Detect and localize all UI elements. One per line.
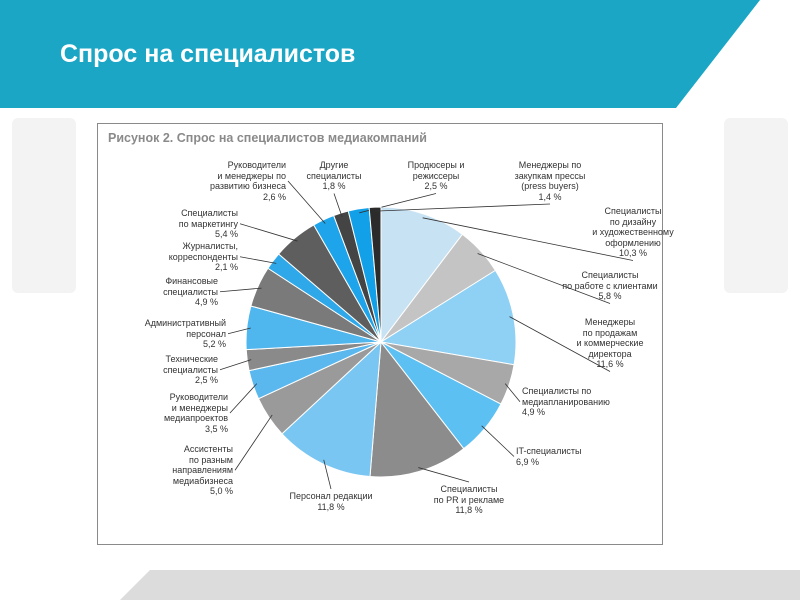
slice-label-text: и художественному [592,227,674,237]
slice-value-label: 3,5 % [204,423,228,434]
slice-label-text: персонал [186,328,226,339]
slice-label [409,484,529,516]
slice-label [266,491,396,512]
slice-value-label: 1,8 % [322,181,346,191]
slice-label-text: специалисты [306,170,362,181]
slice-label-text: медиапроектов [163,413,228,423]
slice-label [558,206,708,259]
slice-label-text: Руководители [227,160,286,170]
slice-label-text: по PR и рекламе [433,494,505,505]
slice-value-label: 2,5 % [424,181,448,191]
slice-label-text: корреспонденты [168,251,238,262]
slice-label-text: развитию бизнеса [209,181,286,191]
slice-label-text: специалисты [163,286,218,297]
slice-label-text: закупкам прессы [514,170,586,181]
slice-label-text: директора [588,348,632,359]
slice-label-text: медиапланированию [522,396,610,407]
slice-label-text: специалисты [163,364,218,375]
footer-shape [0,570,800,600]
slice-label-text: и менеджеры [171,402,228,413]
leader-line [230,384,257,413]
chart-title: Рисунок 2. Спрос на специалистов медиакомпаний [108,131,427,145]
slice-label-text: Руководители [169,392,228,402]
slice-value-label: 2,6 % [262,191,286,202]
slice-label-text: IT-специалисты [516,446,582,456]
leader-line [375,204,550,211]
slice-value-label: 11,8 % [455,505,483,515]
slice-label-text: Журналисты, [182,241,238,251]
slice-label-text: и коммерческие [576,338,644,348]
slice-label [396,160,476,192]
slice-label-text: по продажам [582,327,638,338]
slice-label-text: по разным [188,454,233,465]
slice-label-text: Другие [319,160,349,170]
slice-label-text: медиабизнеса [172,475,233,486]
slice-value-label: 2,1 % [214,262,238,272]
leader-line [482,426,514,457]
slice-label-text: по маркетингу [178,218,238,229]
slice-value-label: 6,9 % [516,456,540,467]
slice-label-text: и менеджеры по [217,170,286,181]
slice-value-label: 10,3 % [618,248,648,258]
slice-label [108,354,218,386]
slice-label [490,160,610,202]
slide-footer [0,570,800,600]
slice-value-label: 5,0 % [209,486,233,496]
slice-value-label: 1,4 % [538,191,562,202]
slice-label-text: Специалисты [440,484,498,494]
leader-line [220,288,262,292]
background-panel-left [12,118,76,293]
slice-label-text: Менеджеры по [518,160,582,170]
slice-label [128,241,238,273]
slice-label-text: по дизайну [609,216,657,227]
slice-value-label: 2,5 % [194,375,218,385]
leader-line [505,384,520,402]
slice-value-label: 5,4 % [214,229,238,239]
slice-label [522,386,662,418]
slice-label-text: Ассистенты [183,444,233,454]
leader-line [220,360,251,370]
slice-label [550,317,670,370]
slice-label-text: Персонал редакции [289,491,373,501]
slice-label [540,270,680,302]
leader-line [334,194,342,217]
slide-title: Спрос на специалистов [60,40,356,68]
slice-label [186,160,286,202]
slice-label-text: Специалисты [604,206,662,216]
slice-label-text: оформлению [605,237,661,248]
slice-label-text: Менеджеры [584,317,636,327]
background-panel-right [724,118,788,293]
slice-value-label: 11,8 % [317,501,345,512]
slice-value-label: 5,8 % [598,291,622,301]
figure-frame [97,123,674,545]
slice-label-text: по работе с клиентами [562,280,658,291]
slice-label [516,446,636,467]
slice-label [134,208,238,240]
leader-line [240,257,276,264]
slice-label-text: Специалисты по [522,386,592,396]
slice-label [98,318,226,350]
slice-label-text: Финансовые [165,276,218,286]
slice-label-text: Продюсеры и [407,160,465,170]
slice-label-text: Специалисты [181,208,238,218]
slice-label [294,160,374,192]
slide-header [0,0,800,108]
slice-value-label: 11,6 % [596,359,624,369]
slice-label-text: направлениям [172,465,233,475]
slice-label-text: Специалисты [581,270,639,280]
slice-label [106,276,218,308]
slice-label [108,392,228,434]
slice-value-label: 4,9 % [194,297,218,307]
slice-value-label: 4,9 % [522,407,546,417]
slice-label-text: Технические [165,354,218,364]
slice-label-text: (press buyers) [521,181,579,191]
leader-line [418,468,469,482]
leader-line [235,415,272,470]
slice-label [113,444,233,497]
slice-label-text: Административный [144,318,226,328]
leader-line [240,224,297,241]
slice-label-text: режиссеры [412,170,460,181]
slice-value-label: 5,2 % [202,339,226,349]
